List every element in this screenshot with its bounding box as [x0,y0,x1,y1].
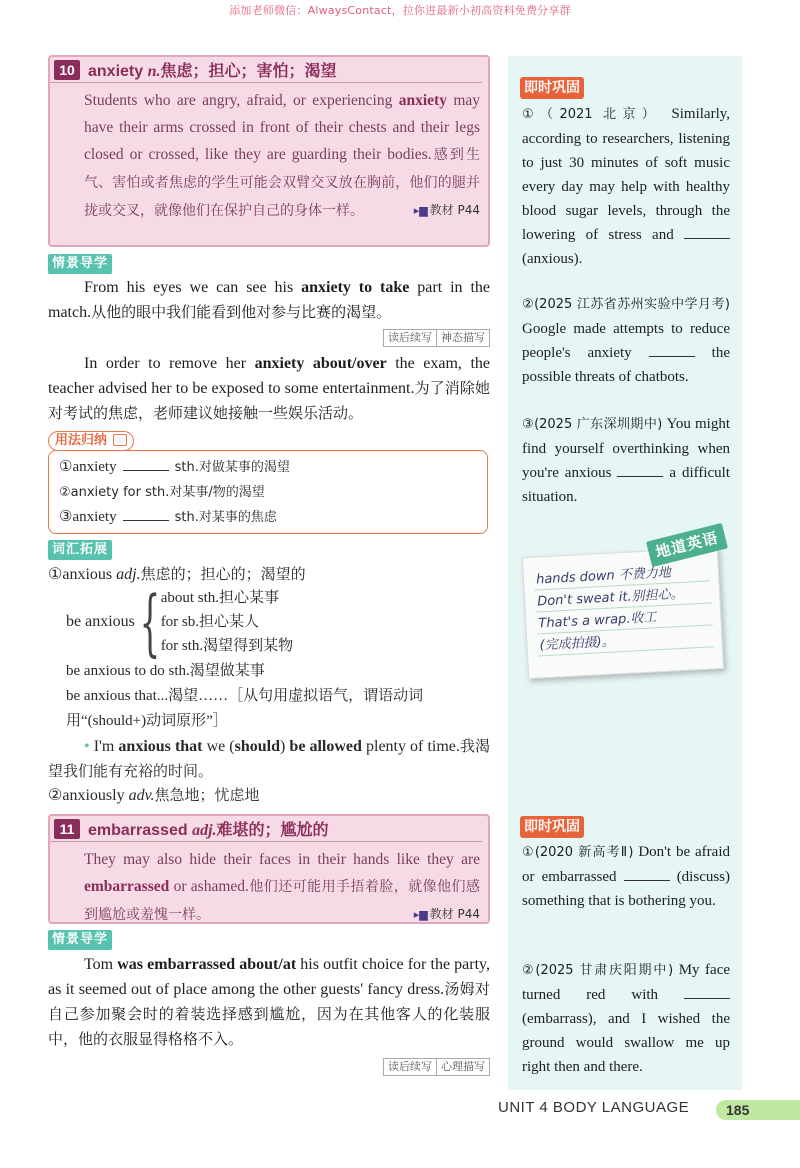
idiom-lines: hands down 不费力地 Don't sweat it.别担心。 That's a wrap.收工 (完成拍摄)。 [535,565,684,654]
practice-1-tag: 即时巩固 [520,77,584,99]
be-anxious-brace-group [66,580,294,664]
headword: embarrassed adj.难堪的；尴尬的 [88,822,329,839]
be-anxious-label: be anxious [66,613,135,630]
brace-item: about sth.担心某事 [160,590,280,606]
book-icon: ▸▆ [413,908,428,921]
scene2-paragraph: Tom was embarrassed about/at his outfit choice for the party, as it seemed out of place among the other guests' fancy dress.汤姆对自己参加聚会时的着装选择感到尴尬，因为在其他客人的化装服中，他的衣服显得格格不入。 [48,956,491,1048]
usage-summary-box [48,450,488,534]
scene1-paragraph-1: From his eyes we can see his anxiety to take part in the match.从他的眼中我们能看到他对参与比赛的渴望。 [48,279,490,321]
answer-blank[interactable] [617,476,663,477]
vocab-line-1: ①anxious adj.焦虑的；担心的；渴望的 [48,565,306,583]
practice-1-q3: ③(2025 广东深圳期中) You might find yourself overthinking when you're anxious a difficult situation. [522,416,730,505]
practice-1-q1: ①（2021 北京） Similarly, according to researchers, listening to just 30 minutes of soft music every day may help with healthy blood sugar levels, through the lowering of stress and (anxious). [522,106,731,267]
clipboard-icon [113,434,127,446]
answer-blank[interactable] [649,356,695,357]
practice-2-tag: 即时巩固 [520,816,584,838]
entry-10-box [48,55,490,247]
source-ref: ▸▆ 教材 P44 [413,203,480,217]
vocab-example: • I'm anxious that we (should) be allowed plenty of time.我渴望我们能有充裕的时间。 [48,737,491,780]
brace-icon: { [139,580,161,664]
usage-line-1: ①anxiety sth.对做某事的渴望 [59,459,290,475]
section-tag-vocab: 词汇拓展 [48,540,112,560]
section-tag-scene-2: 情景导学 [48,930,112,950]
usage-line-3: ③anxiety sth.对某事的焦虑 [59,509,277,525]
entry-number: 11 [54,819,80,839]
section-tag-usage: 用法归纳 [48,431,134,451]
usage-line-2: ②anxiety for sth.对某事/物的渴望 [59,485,265,500]
answer-blank[interactable] [624,880,670,881]
entry-10-example: Students who are angry, afraid, or experiencing anxiety may have their arms crossed in front of their chests and their legs closed or crossed, like they are guarding their bodies.感到生气、害怕或者焦虑的学生可能会双臂交叉放在胸前，他们的腿并拢或交叉，就像他们在保护自己的身体一样。 ▸▆ 教材 P44 [50,83,488,229]
answer-blank[interactable] [684,238,730,239]
vocab-line-3: be anxious that...渴望……［从句用虚拟语气，谓语动词用“(should+)动词原形”］ [66,688,424,729]
top-banner-ad: 添加老师微信：AlwaysContact，拉你进最新小初高资料免费分享群 [229,4,571,17]
brace-items [161,586,294,658]
brace-item: for sth.渴望得到某物 [160,638,294,654]
idiom-note-tag: 地道英语 [646,523,728,567]
idiom-note-card [522,547,724,679]
page-number: 185 [716,1100,800,1120]
brace-item: for sb.担心某人 [160,614,260,630]
book-icon: ▸▆ [413,204,428,217]
bullet-icon: • [84,738,90,755]
headword: anxiety n.焦虑；担心；害怕；渴望 [88,63,337,80]
entry-11-example: They may also hide their faces in their hands like they are embarrassed or ashamed.他们还可能用手捂着脸，就像他们感到尴尬或羞愧一样。 ▸▆ 教材 P44 [50,842,488,933]
fill-blank[interactable] [123,470,169,471]
practice-2-q1: ①(2020 新高考Ⅱ) Don't be afraid or embarrassed (discuss) something that is bothering you. [522,844,731,909]
vocab-line-2: be anxious to do sth.渴望做某事 [66,663,265,679]
entry-11-header [50,816,482,842]
scene1-paragraph-2: In order to remove her anxiety about/over the exam, the teacher advised her to be exposed to some entertainment.为了消除她对考试的焦虑，老师建议她接触一些娱乐活动。 [48,355,491,422]
practice-1-q2: ②(2025 江苏省苏州实验中学月考) Google made attempts to reduce people's anxiety the possible threats of chatbots. [522,297,730,385]
entry-11-box [48,814,490,924]
entry-number: 10 [54,60,80,80]
source-ref: ▸▆ 教材 P44 [413,907,480,921]
fill-blank[interactable] [123,520,169,521]
chip-writing-type-1: 读后续写 神态描写 [383,329,490,347]
footer-unit-title: UNIT 4 BODY LANGUAGE [498,1099,690,1116]
answer-blank[interactable] [684,998,730,999]
section-tag-scene-1: 情景导学 [48,254,112,274]
vocab-line-5: ②anxiously adv.焦急地；忧虑地 [48,786,260,804]
entry-10-header [50,57,482,83]
practice-2-q2: ②(2025 甘肃庆阳期中) My face turned red with (embarrass), and I wished the ground would swallow me up right then and there. [522,962,731,1075]
chip-writing-type-2: 读后续写 心理描写 [383,1058,490,1076]
